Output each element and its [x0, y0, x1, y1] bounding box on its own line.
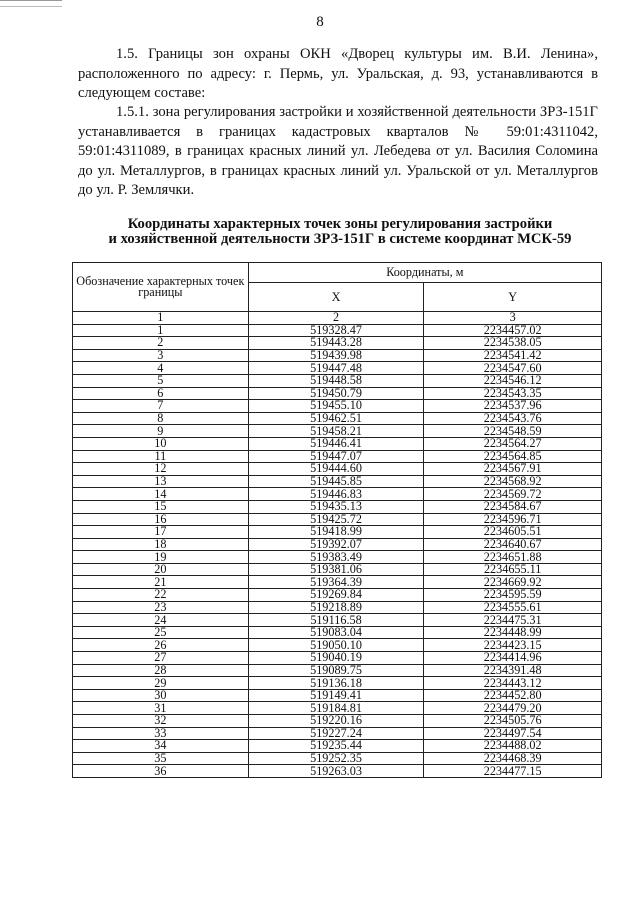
column-number-1: 1: [73, 312, 249, 325]
cell-point-number: 26: [73, 639, 249, 652]
cell-y: 2234555.61: [424, 601, 602, 614]
cell-x: 519328.47: [248, 324, 424, 337]
table-title-line-1: Координаты характерных точек зоны регулирования застройки: [127, 216, 553, 232]
scan-corner-mark: [0, 0, 62, 7]
cell-point-number: 36: [73, 765, 249, 778]
cell-y: 2234488.02: [424, 740, 602, 753]
cell-x: 519447.48: [248, 362, 424, 375]
table-row: [73, 601, 602, 614]
cell-point-number: 22: [73, 589, 249, 602]
cell-point-number: 30: [73, 689, 249, 702]
cell-x: 519455.10: [248, 400, 424, 413]
paragraph-1-5-1: 1.5.1. зона регулирования застройки и хозяйственной деятельности ЗРЗ-151Г устанавливается в границах кадастровых кварталов № 59:01:4311042, 59:01:4311089, в границах красных линий ул. Лебедева от ул. Василия Соломина до ул. Металлургов, в границах красных линий ул. Уральской от ул. Металлургов до ул. Р. Землячки.: [78, 104, 598, 198]
cell-y: 2234567.91: [424, 463, 602, 476]
cell-x: 519447.07: [248, 450, 424, 463]
cell-point-number: 32: [73, 715, 249, 728]
cell-point-number: 13: [73, 475, 249, 488]
cell-y: 2234595.59: [424, 589, 602, 602]
cell-x: 519446.41: [248, 437, 424, 450]
paragraph-1-5: 1.5. Границы зон охраны ОКН «Дворец культуры им. В.И. Ленина», расположенного по адресу: г. Пермь, ул. Уральская, д. 93, устанавливаются в следующем составе:: [78, 46, 598, 101]
cell-point-number: 12: [73, 463, 249, 476]
cell-y: 2234568.92: [424, 475, 602, 488]
cell-point-number: 4: [73, 362, 249, 375]
cell-y: 2234538.05: [424, 337, 602, 350]
cell-x: 519381.06: [248, 563, 424, 576]
cell-x: 519443.28: [248, 337, 424, 350]
cell-y: 2234669.92: [424, 576, 602, 589]
cell-y: 2234546.12: [424, 374, 602, 387]
cell-y: 2234596.71: [424, 513, 602, 526]
table-row: [73, 765, 602, 778]
cell-y: 2234564.27: [424, 437, 602, 450]
cell-x: 519227.24: [248, 727, 424, 740]
cell-point-number: 11: [73, 450, 249, 463]
table-title-line-2: и хозяйственной деятельности ЗРЗ-151Г в системе координат МСК-59: [108, 231, 572, 247]
cell-x: 519136.18: [248, 677, 424, 690]
cell-point-number: 6: [73, 387, 249, 400]
cell-x: 519116.58: [248, 614, 424, 627]
cell-point-number: 7: [73, 400, 249, 413]
cell-x: 519083.04: [248, 626, 424, 639]
page-number: 8: [316, 14, 324, 30]
header-y: Y: [424, 283, 602, 312]
cell-point-number: 35: [73, 752, 249, 765]
column-number-2: 2: [248, 312, 424, 325]
cell-point-number: 21: [73, 576, 249, 589]
cell-x: 519263.03: [248, 765, 424, 778]
cell-y: 2234414.96: [424, 652, 602, 665]
cell-point-number: 20: [73, 563, 249, 576]
cell-y: 2234537.96: [424, 400, 602, 413]
table-row: [73, 538, 602, 551]
cell-y: 2234468.39: [424, 752, 602, 765]
table-row: [73, 349, 602, 362]
cell-y: 2234477.15: [424, 765, 602, 778]
cell-y: 2234457.02: [424, 324, 602, 337]
cell-y: 2234543.35: [424, 387, 602, 400]
table-row: [73, 475, 602, 488]
cell-y: 2234543.76: [424, 412, 602, 425]
cell-point-number: 27: [73, 652, 249, 665]
cell-x: 519446.83: [248, 488, 424, 501]
cell-point-number: 16: [73, 513, 249, 526]
cell-point-number: 8: [73, 412, 249, 425]
cell-x: 519364.39: [248, 576, 424, 589]
cell-y: 2234640.67: [424, 538, 602, 551]
cell-x: 519218.89: [248, 601, 424, 614]
cell-y: 2234452.80: [424, 689, 602, 702]
cell-x: 519445.85: [248, 475, 424, 488]
cell-x: 519425.72: [248, 513, 424, 526]
cell-x: 519462.51: [248, 412, 424, 425]
table-title: [70, 217, 610, 247]
cell-y: 2234605.51: [424, 526, 602, 539]
cell-x: 519383.49: [248, 551, 424, 564]
cell-point-number: 28: [73, 664, 249, 677]
coordinates-table: [72, 262, 602, 778]
cell-y: 2234651.88: [424, 551, 602, 564]
cell-y: 2234479.20: [424, 702, 602, 715]
cell-point-number: 5: [73, 374, 249, 387]
cell-x: 519392.07: [248, 538, 424, 551]
cell-x: 519418.99: [248, 526, 424, 539]
cell-y: 2234391.48: [424, 664, 602, 677]
cell-x: 519149.41: [248, 689, 424, 702]
cell-y: 2234547.60: [424, 362, 602, 375]
cell-y: 2234423.15: [424, 639, 602, 652]
table-row: [73, 412, 602, 425]
header-coordinates: Координаты, м: [248, 263, 601, 283]
cell-x: 519089.75: [248, 664, 424, 677]
cell-x: 519458.21: [248, 425, 424, 438]
cell-point-number: 29: [73, 677, 249, 690]
cell-y: 2234564.85: [424, 450, 602, 463]
cell-y: 2234505.76: [424, 715, 602, 728]
column-number-3: 3: [424, 312, 602, 325]
cell-point-number: 31: [73, 702, 249, 715]
cell-x: 519448.58: [248, 374, 424, 387]
cell-point-number: 9: [73, 425, 249, 438]
cell-point-number: 2: [73, 337, 249, 350]
cell-x: 519444.60: [248, 463, 424, 476]
cell-point-number: 15: [73, 500, 249, 513]
cell-x: 519184.81: [248, 702, 424, 715]
cell-point-number: 18: [73, 538, 249, 551]
cell-point-number: 23: [73, 601, 249, 614]
table-row: [73, 752, 602, 765]
cell-point-number: 3: [73, 349, 249, 362]
cell-point-number: 25: [73, 626, 249, 639]
cell-x: 519220.16: [248, 715, 424, 728]
cell-y: 2234443.12: [424, 677, 602, 690]
cell-y: 2234548.59: [424, 425, 602, 438]
cell-x: 519439.98: [248, 349, 424, 362]
cell-point-number: 10: [73, 437, 249, 450]
cell-point-number: 33: [73, 727, 249, 740]
cell-x: 519050.10: [248, 639, 424, 652]
table-row: [73, 664, 602, 677]
cell-x: 519435.13: [248, 500, 424, 513]
cell-x: 519269.84: [248, 589, 424, 602]
cell-y: 2234584.67: [424, 500, 602, 513]
cell-y: 2234655.11: [424, 563, 602, 576]
cell-point-number: 34: [73, 740, 249, 753]
cell-x: 519252.35: [248, 752, 424, 765]
header-points: Обозначение характерных точек границы: [73, 263, 249, 312]
cell-y: 2234497.54: [424, 727, 602, 740]
cell-y: 2234569.72: [424, 488, 602, 501]
cell-y: 2234448.99: [424, 626, 602, 639]
cell-y: 2234541.42: [424, 349, 602, 362]
header-x: X: [248, 283, 424, 312]
cell-point-number: 14: [73, 488, 249, 501]
cell-point-number: 19: [73, 551, 249, 564]
cell-point-number: 24: [73, 614, 249, 627]
table-body: [73, 324, 602, 777]
cell-y: 2234475.31: [424, 614, 602, 627]
cell-point-number: 1: [73, 324, 249, 337]
cell-point-number: 17: [73, 526, 249, 539]
cell-x: 519040.19: [248, 652, 424, 665]
cell-x: 519450.79: [248, 387, 424, 400]
cell-x: 519235.44: [248, 740, 424, 753]
